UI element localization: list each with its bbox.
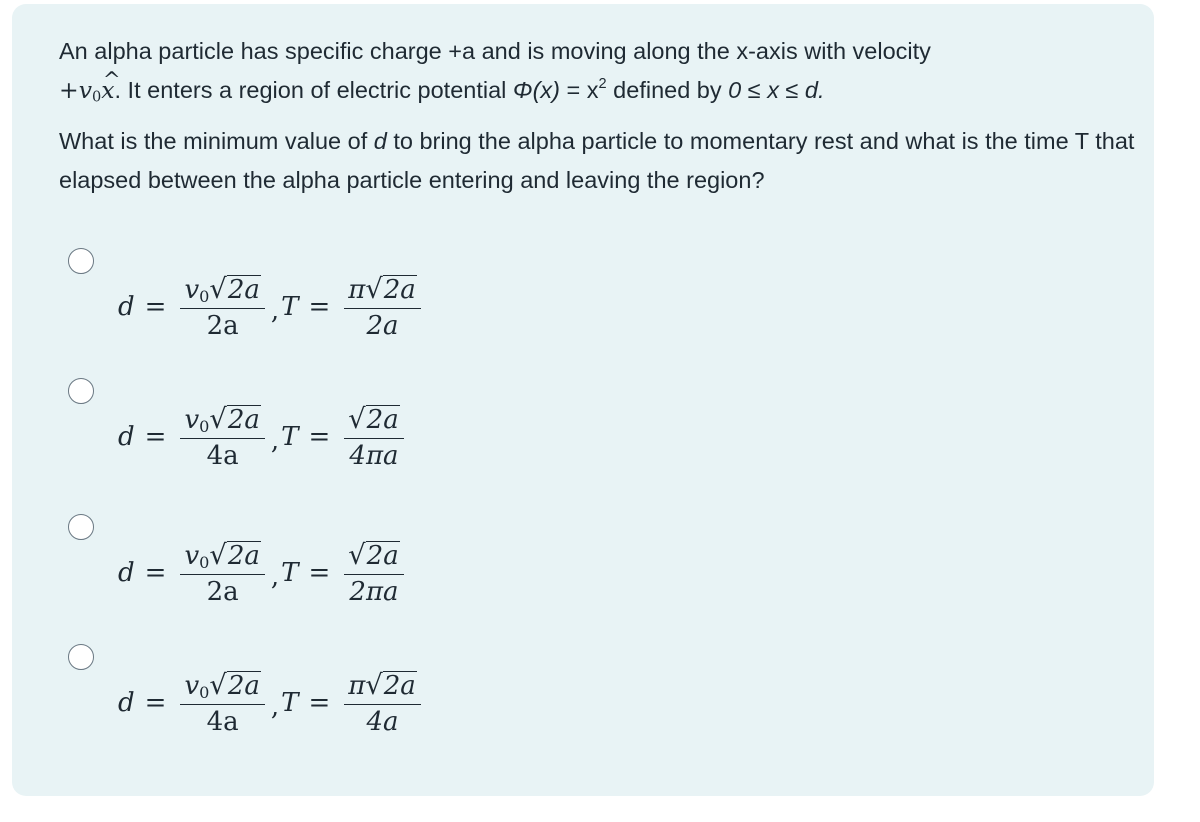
- answer-formula: [118, 262, 425, 352]
- radio-button[interactable]: [68, 514, 94, 540]
- pi-symbol: π: [348, 670, 366, 701]
- velocity-expression: [59, 76, 115, 104]
- comma: ,: [270, 296, 280, 326]
- question-paragraph-2: [59, 122, 1139, 200]
- velocity-symbol: +v: [59, 76, 92, 104]
- equals-sign: =: [308, 422, 331, 452]
- t-denominator: 2a: [366, 310, 399, 341]
- question-text-part: An alpha particle has specific charge +a and is moving along the x-axis with velocity: [59, 38, 931, 64]
- potential-exponent: 2: [598, 75, 607, 92]
- unit-vector-x: ^ x: [101, 71, 114, 110]
- d-denominator: 2a: [206, 310, 239, 341]
- d-numerator: [180, 274, 264, 309]
- answer-option-4[interactable]: [68, 644, 668, 754]
- question-paragraph-1: [59, 32, 1139, 110]
- question-card: [12, 4, 1154, 796]
- radicand: 2a: [383, 670, 416, 701]
- d-numerator: [180, 540, 264, 575]
- sqrt-sign: √: [209, 539, 227, 571]
- question-text: [59, 32, 1139, 200]
- t-numerator: [344, 404, 403, 439]
- v-symbol: v: [184, 274, 200, 305]
- answer-option-1[interactable]: [68, 248, 668, 358]
- question-text-part: to bring the alpha particle to momentary rest and what is the time T that elapsed between the alpha particle entering and leaving the region?: [59, 128, 1135, 193]
- equals-sign: =: [144, 688, 167, 718]
- equals-sign: =: [144, 422, 167, 452]
- t-numerator: [344, 274, 421, 309]
- d-fraction: [180, 274, 264, 341]
- t-numerator: [344, 540, 403, 575]
- radicand: 2a: [227, 670, 260, 701]
- comma: ,: [270, 692, 280, 722]
- t-variable: T: [281, 422, 299, 452]
- answer-formula: [118, 658, 425, 748]
- equals-sign: =: [144, 558, 167, 588]
- sqrt-sign: √: [209, 403, 227, 435]
- radio-button[interactable]: [68, 644, 94, 670]
- d-symbol: d: [373, 128, 387, 154]
- potential-symbol: Φ(x): [512, 77, 560, 103]
- t-numerator: [344, 670, 421, 705]
- equals-sign: =: [144, 292, 167, 322]
- d-denominator: 2a: [206, 576, 239, 607]
- d-fraction: [180, 540, 264, 607]
- v-subscript: 0: [199, 552, 210, 572]
- d-denominator: 4a: [206, 706, 239, 737]
- radicand: 2a: [227, 540, 260, 571]
- equals-sign: =: [308, 688, 331, 718]
- radicand: 2a: [383, 274, 416, 305]
- answer-formula: [118, 528, 408, 618]
- v-subscript: 0: [199, 286, 210, 306]
- t-variable: T: [281, 292, 299, 322]
- v-symbol: v: [184, 670, 200, 701]
- equals-sign: =: [308, 558, 331, 588]
- t-fraction: [344, 540, 403, 607]
- answer-option-3[interactable]: [68, 514, 668, 624]
- t-fraction: [344, 404, 403, 471]
- answer-formula: [118, 392, 408, 482]
- potential-equation: = x: [560, 77, 599, 103]
- radicand: 2a: [366, 540, 399, 571]
- sqrt-sign: √: [209, 273, 227, 305]
- v-symbol: v: [184, 540, 200, 571]
- comma: ,: [270, 426, 280, 456]
- t-denominator: 4πa: [349, 440, 399, 471]
- equals-sign: =: [308, 292, 331, 322]
- d-numerator: [180, 404, 264, 439]
- radicand: 2a: [366, 404, 399, 435]
- t-variable: T: [281, 688, 299, 718]
- radicand: 2a: [227, 404, 260, 435]
- sqrt-sign: √: [348, 539, 366, 571]
- radio-button[interactable]: [68, 378, 94, 404]
- v-subscript: 0: [199, 682, 210, 702]
- t-fraction: [344, 670, 421, 737]
- sqrt-sign: √: [348, 403, 366, 435]
- d-variable: d: [118, 422, 135, 452]
- t-denominator: 2πa: [349, 576, 399, 607]
- d-fraction: [180, 404, 264, 471]
- sqrt-sign: √: [365, 669, 383, 701]
- t-denominator: 4a: [366, 706, 399, 737]
- sqrt-sign: √: [209, 669, 227, 701]
- velocity-subscript: 0: [91, 88, 102, 106]
- answer-option-2[interactable]: [68, 378, 668, 488]
- d-variable: d: [118, 292, 135, 322]
- t-variable: T: [281, 558, 299, 588]
- d-variable: d: [118, 558, 135, 588]
- question-text-part: What is the minimum value of: [59, 128, 374, 154]
- radicand: 2a: [227, 274, 260, 305]
- region-range: 0 ≤ x ≤ d.: [728, 77, 825, 103]
- question-text-part: defined by: [606, 77, 729, 103]
- d-fraction: [180, 670, 264, 737]
- d-numerator: [180, 670, 264, 705]
- pi-symbol: π: [348, 274, 366, 305]
- question-text-part: . It enters a region of electric potential: [114, 77, 513, 103]
- sqrt-sign: √: [365, 273, 383, 305]
- d-denominator: 4a: [206, 440, 239, 471]
- comma: ,: [270, 562, 280, 592]
- v-subscript: 0: [199, 416, 210, 436]
- d-variable: d: [118, 688, 135, 718]
- radio-button[interactable]: [68, 248, 94, 274]
- v-symbol: v: [184, 404, 200, 435]
- t-fraction: [344, 274, 421, 341]
